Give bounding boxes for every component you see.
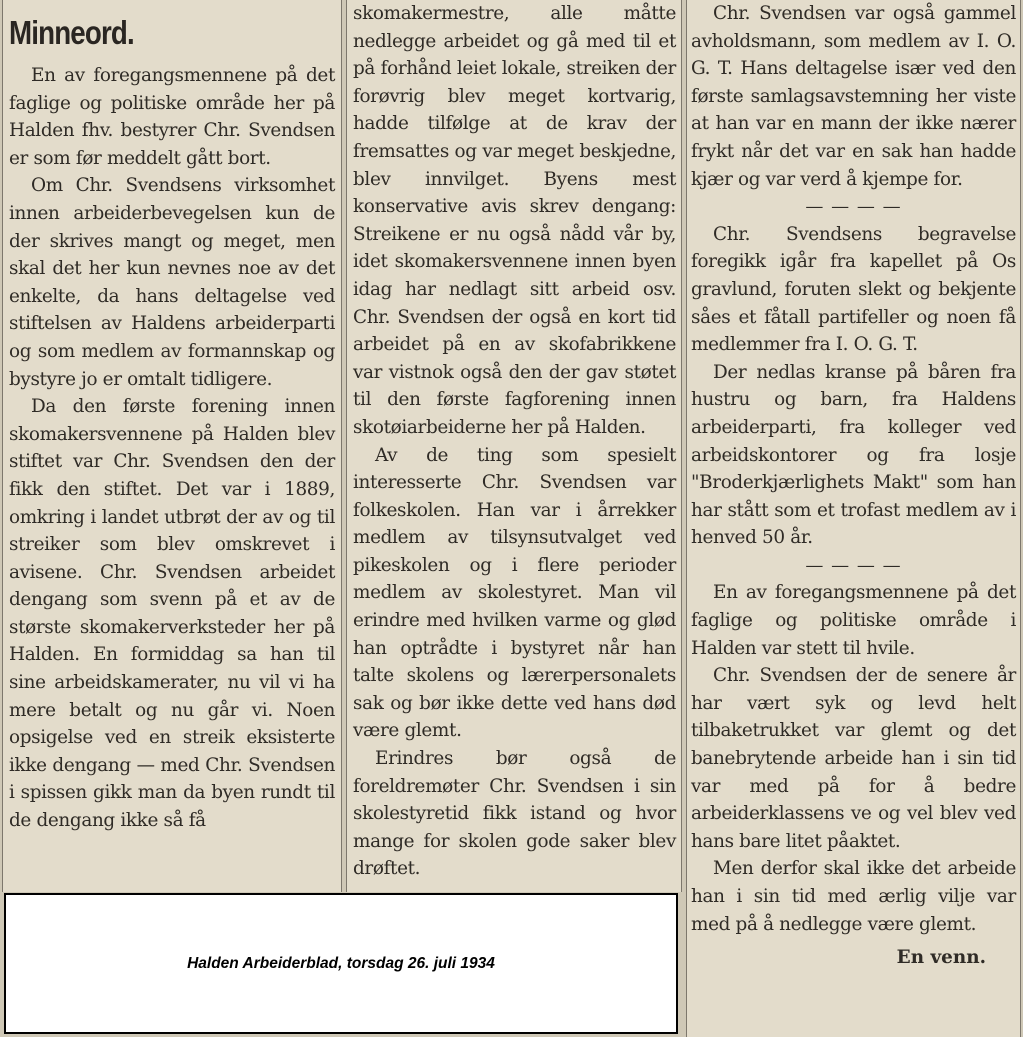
- article-column-1: [2, 0, 342, 892]
- paragraph: Der nedlas kranse på båren fra hustru og barn, fra Haldens arbeiderparti, fra kolleger ved arbeidskontorer og fra losje "Broderkjærlighets Makt" som han har stått som et trofast medlem av i henved 50 år.: [691, 361, 1016, 549]
- article-title: Minneord.: [9, 14, 134, 51]
- paragraph: Chr. Svendsen var også gammel avholdsmann, som medlem av I. O. G. T. Hans deltagelse især ved den første samlagsavstemning her viste at han var en mann der ikke nærer frykt når det var en sak han hadde kjær og var verd å kjempe for.: [691, 3, 1016, 190]
- article-column-3: [686, 0, 1021, 1037]
- paragraph: En av foregangsmennene på det faglige og politiske område her på Halden fhv. bestyrer Chr. Svendsen er som før meddelt gått bort.: [9, 65, 335, 169]
- paragraph: Chr. Svendsen der de senere år har vært syk og levd helt tilbaketrukket var glemt og det banebrytende arbeide han i sin tid var med på for å bedre arbeiderklassens ve og vel blev ved hans bare litet påaktet.: [691, 665, 1016, 852]
- article-column-2: [346, 0, 682, 892]
- section-separator: — — — —: [805, 554, 902, 576]
- paragraph: Av de ting som spesielt interesserte Chr. Svendsen var folkeskolen. Han var i årrekker medlem av tilsynsutvalget ved pikeskolen og i flere perioder medlem av skolestyret. Man vil erindre med hvilken varme og glød han optrådte i bystyret når han talte skolens og lærerpersonalets sak og bør ikke dette ved hans død være glemt.: [353, 444, 676, 742]
- paragraph: skomakermestre, alle måtte nedlegge arbeidet og gå med til et på forhånd leiet lokale, streiken der forøvrig blev meget kortvarig, hadde tilfølge at de krav der fremsattes og var meget beskjedne, blev innvilget. Byens mest konservative avis skrev dengang: Streikene er nu også nådd vår by, idet skomakersvennene innen byen idag har nedlagt sitt arbeid osv. Chr. Svendsen der også en kort tid arbeidet på en av skofabrikkene var vistnok også den der gav støtet til den første fagforening innen skotøiarbeiderne her på Halden.: [353, 3, 676, 438]
- paragraph: Da den første forening innen skomakersvennene på Halden blev stiftet var Chr. Svendsen den der fikk den stiftet. Det var i 1889, omkring i landet utbrøt der av og til streiker som blev omskrevet i avisene. Chr. Svendsen arbeidet dengang som svenn på et av de største skomakerverksteder her på Halden. En formiddag sa han til sine arbeidskamerater, nu vil vi ha mere betalt og nu går vi. Noen opsigelse ved en streik eksisterte ikke dengang — med Chr. Svendsen i spissen gikk man da byen rundt til de dengang ikke så få: [9, 396, 335, 832]
- paragraph: Erindres bør også de foreldremøter Chr. Svendsen i sin skolestyretid fikk istand og hvor mange for skolen gode saker blev drøftet.: [353, 748, 676, 880]
- paragraph: Chr. Svendsens begravelse foregikk igår fra kapellet på Os gravlund, foruten slekt og bekjente såes et fåtall partifeller og noen få medlemmer fra I. O. G. T.: [691, 223, 1016, 356]
- signature: En venn.: [896, 947, 986, 969]
- paragraph: En av foregangsmennene på det faglige og politiske område i Halden var stett til hvile.: [691, 582, 1016, 659]
- section-separator: — — — —: [805, 196, 902, 218]
- caption-text: Halden Arbeiderblad, torsdag 26. juli 1934: [187, 954, 495, 972]
- paragraph: Om Chr. Svendsens virksomhet innen arbeiderbevegelsen kun de der skrives mangt og meget, men skal det her kun nevnes noe av det enkelte, da hans deltagelse ved stiftelsen av Haldens arbeiderparti og som medlem av formannskap og bystyre jo er omtalt tidligere.: [9, 175, 335, 390]
- source-caption: [4, 893, 678, 1034]
- paragraph: Men derfor skal ikke det arbeide han i sin tid med ærlig vilje var med på å nedlegge være glemt.: [691, 858, 1016, 935]
